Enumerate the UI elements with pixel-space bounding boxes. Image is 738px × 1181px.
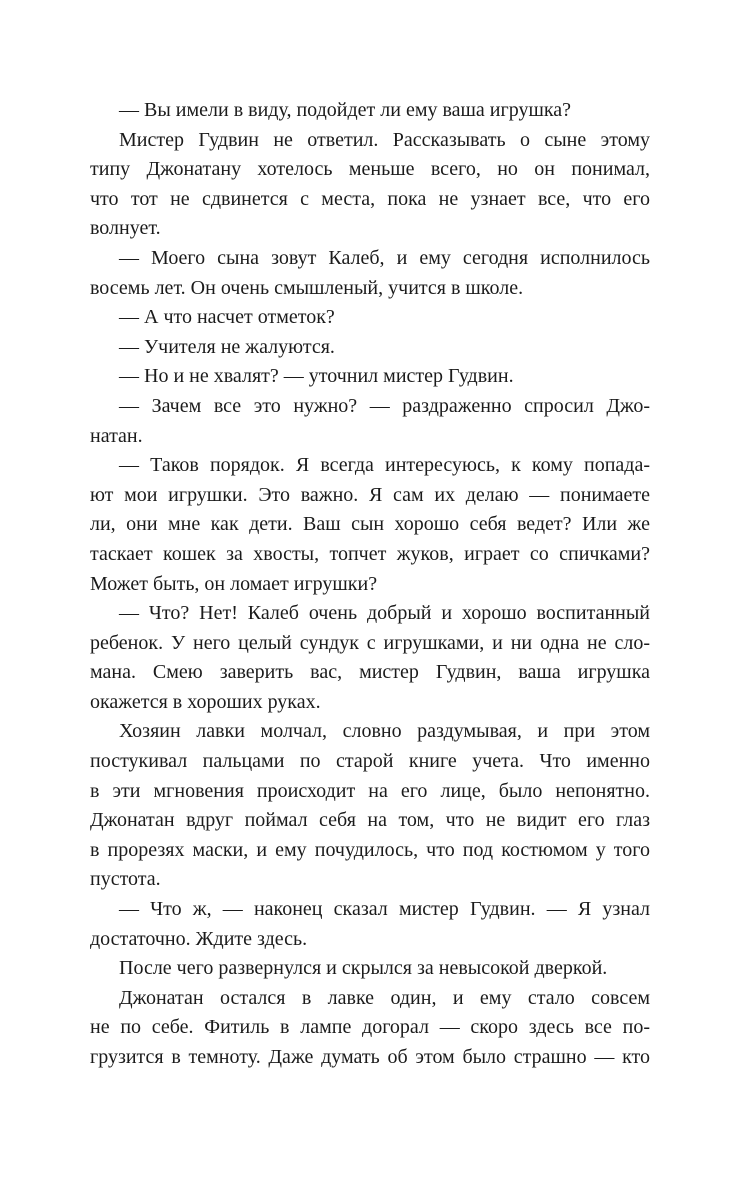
text-line: что тот не сдвинется с места, пока не узнает все, что его: [90, 187, 650, 210]
text-line: — А что насчет отметок?: [119, 306, 335, 329]
paragraph: [90, 392, 650, 451]
text-line: ют мои игрушки. Это важно. Я сам их делаю — понимаете: [90, 483, 650, 506]
text-line: Джонатан остался в лавке один, и ему стало совсем: [119, 986, 650, 1009]
text-line: — Зачем все это нужно? — раздраженно спросил Джо-: [119, 394, 650, 417]
paragraph: [90, 126, 650, 244]
text-line: натан.: [90, 424, 143, 447]
paragraph: [90, 895, 650, 954]
text-line: Джонатан вдруг поймал себя на том, что не видит его глаз: [90, 809, 650, 832]
paragraph: [90, 984, 650, 1073]
text-line: — Но и не хвалят? — уточнил мистер Гудвин.: [119, 365, 514, 388]
text-line: восемь лет. Он очень смышленый, учится в школе.: [90, 276, 524, 299]
text-line: Хозяин лавки молчал, словно раздумывая, и при этом: [119, 720, 650, 743]
text-line: волнует.: [90, 217, 161, 240]
text-line: грузится в темноту. Даже думать об этом было страшно — кто: [90, 1046, 650, 1068]
text-line: достаточно. Ждите здесь.: [90, 927, 308, 950]
text-line: — Моего сына зовут Калеб, и ему сегодня исполнилось: [119, 246, 650, 269]
text-line: не по себе. Фитиль в лампе догорал — скоро здесь все по-: [90, 1016, 650, 1039]
text-line: — Что ж, — наконец сказал мистер Гудвин. — Я узнал: [119, 898, 650, 921]
paragraph: [90, 717, 650, 895]
text-line: — Вы имели в виду, подойдет ли ему ваша игрушка?: [119, 99, 572, 121]
text-line: — Что? Нет! Калеб очень добрый и хорошо воспитанный: [119, 602, 650, 625]
body-text: [90, 96, 650, 1073]
text-line: пустота.: [90, 868, 161, 891]
paragraph: [90, 333, 650, 363]
paragraph: [90, 599, 650, 717]
text-line: мана. Смею заверить вас, мистер Гудвин, ваша игрушка: [90, 661, 650, 684]
paragraph: [90, 954, 650, 984]
paragraph: [90, 303, 650, 333]
paragraph: [90, 244, 650, 303]
text-line: типу Джонатану хотелось меньше всего, но он понимал,: [90, 158, 650, 181]
text-line: в прорезях маски, и ему почудилось, что под костюмом у того: [90, 838, 650, 861]
text-line: в эти мгновения происходит на его лице, было непонятно.: [90, 779, 650, 802]
paragraph: [90, 362, 650, 392]
text-line: — Таков порядок. Я всегда интересуюсь, к кому попада-: [119, 454, 650, 477]
text-line: таскает кошек за хвосты, топчет жуков, играет со спичками?: [90, 542, 650, 565]
text-line: ли, они мне как дети. Ваш сын хорошо себя ведет? Или же: [90, 513, 650, 536]
text-line: — Учителя не жалуются.: [119, 335, 335, 358]
text-line: ребенок. У него целый сундук с игрушками, и ни одна не сло-: [90, 631, 650, 654]
text-line: Мистер Гудвин не ответил. Рассказывать о сыне этому: [119, 128, 650, 151]
paragraph: [90, 451, 650, 599]
text-line: После чего развернулся и скрылся за невысокой дверкой.: [119, 957, 608, 980]
paragraph: [90, 96, 650, 126]
text-line: Может быть, он ломает игрушки?: [90, 572, 378, 595]
text-line: окажется в хороших руках.: [90, 690, 321, 713]
text-line: постукивал пальцами по старой книге учета. Что именно: [90, 750, 650, 773]
